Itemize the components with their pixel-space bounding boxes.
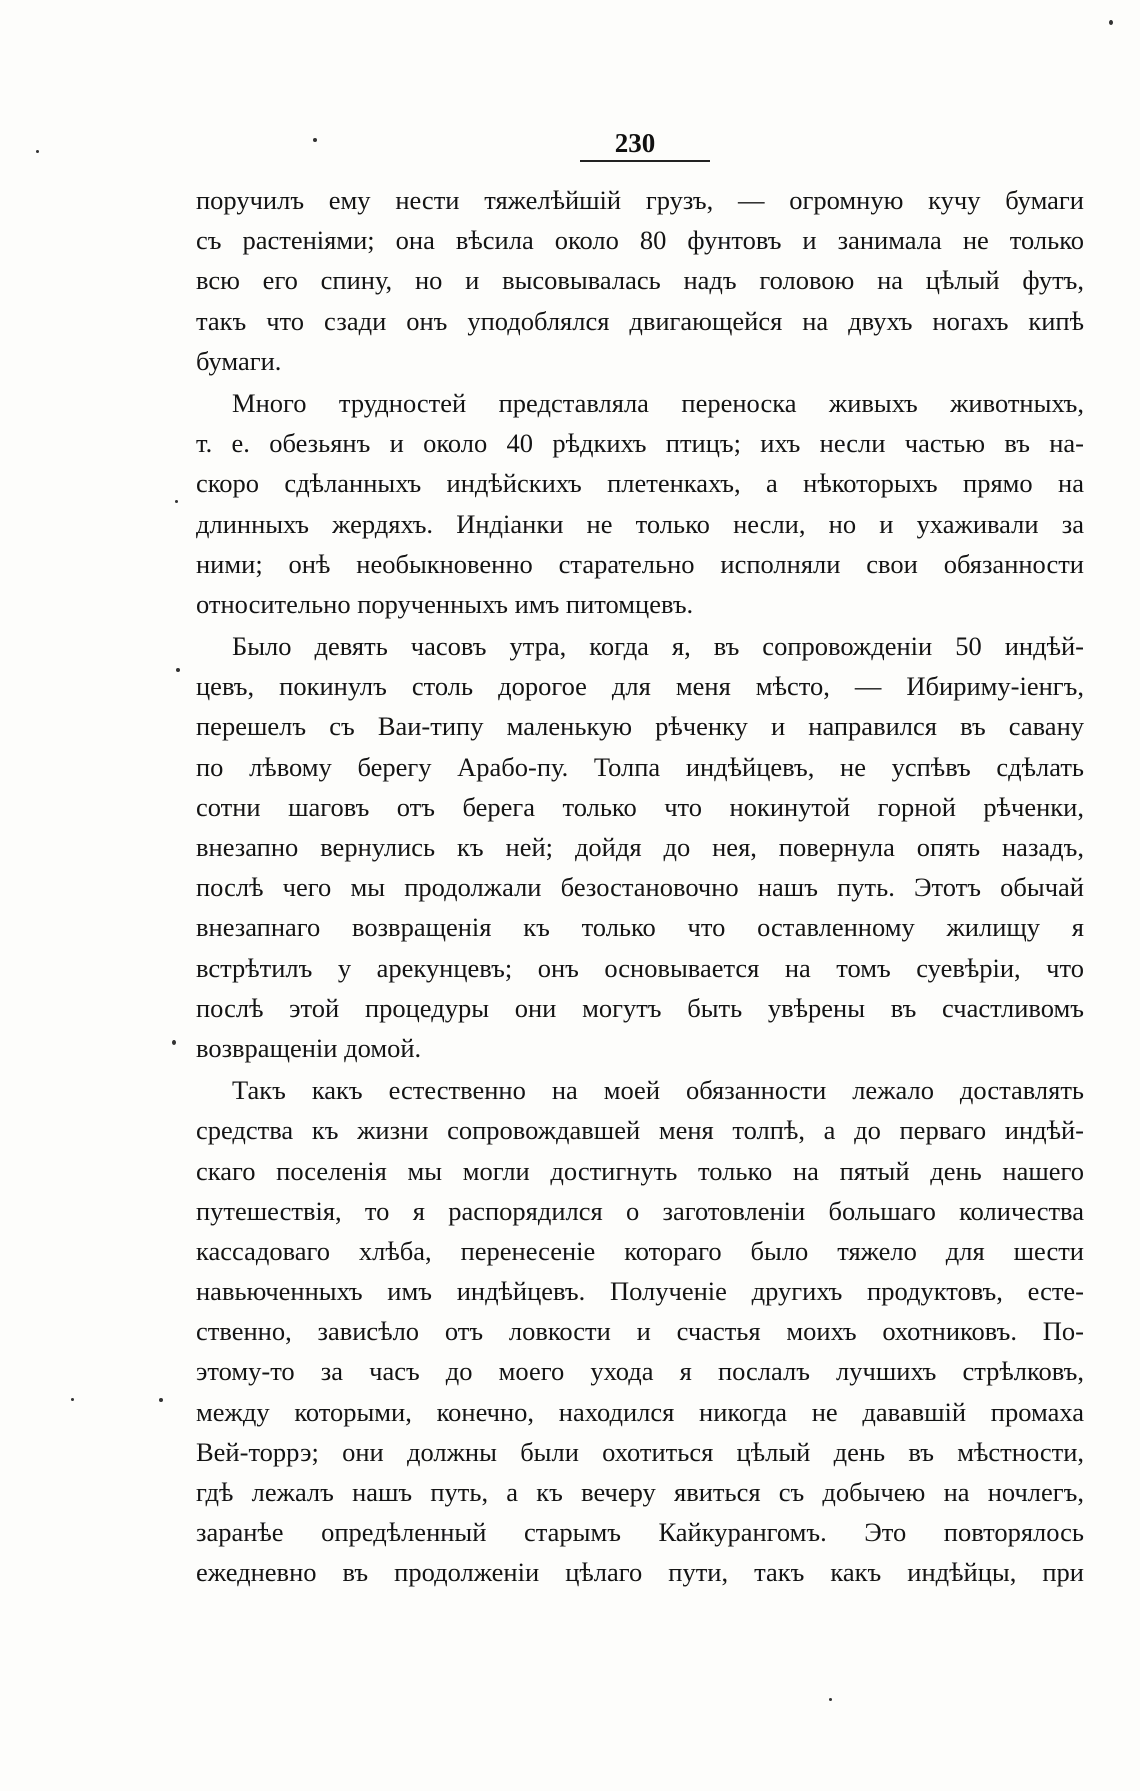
text-line: длинныхъ жердяхъ. Индіанки не только несли, но и ухаживали за: [196, 508, 1084, 539]
text-line: поручилъ ему нести тяжелѣйшій грузъ, — огромную кучу бумаги: [196, 185, 1084, 215]
text-line: съ растеніями; она вѣсила около 80 фунтовъ и занимала не только: [196, 225, 1084, 256]
text-line: этому-то за часъ до моего ухода я послалъ лучшихъ стрѣлковъ,: [196, 1356, 1084, 1387]
scan-speck: [71, 1398, 74, 1401]
scan-speck: [175, 500, 178, 503]
text-line: всю его спину, но и высовывалась надъ головою на цѣлый футъ,: [196, 265, 1084, 296]
scan-speck: [829, 1698, 832, 1701]
text-line: относительно порученныхъ имъ питомцевъ.: [196, 588, 694, 619]
paragraph-4: [196, 1070, 1084, 1592]
text-line: средства къ жизни сопровождавшей меня толпѣ, а до перваго индѣй-: [196, 1115, 1084, 1146]
scan-speck: [1109, 20, 1113, 25]
text-line: перешелъ съ Ваи-типу маленькую рѣченку и направился въ савану: [196, 711, 1084, 742]
text-line: внезапно вернулись къ ней; дойдя до нея, повернула опять назадъ,: [196, 832, 1084, 862]
text-line: Вей-торрэ; они должны были охотиться цѣлый день въ мѣстности,: [196, 1436, 1084, 1467]
text-line: встрѣтилъ у арекунцевъ; онъ основывается на томъ суевѣріи, что: [196, 952, 1084, 983]
text-line: кассадоваго хлѣба, перенесеніе котораго было тяжело для шести: [196, 1235, 1084, 1266]
scan-speck: [313, 138, 317, 142]
body-text: [196, 180, 1084, 1595]
page-number-rule: [580, 160, 710, 162]
paragraph-1: [196, 180, 1084, 381]
text-line: по лѣвому берегу Арабо-пу. Толпа индѣйцевъ, не успѣвъ сдѣлать: [196, 751, 1084, 782]
text-line: т. е. обезьянъ и около 40 рѣдкихъ птицъ; ихъ несли частью въ на-: [196, 428, 1084, 459]
text-line: скаго поселенія мы могли достигнуть только на пятый день нашего: [196, 1155, 1084, 1186]
text-line: бумаги.: [196, 345, 282, 376]
text-line: между которыми, конечно, находился никогда не дававшій промаха: [196, 1396, 1084, 1427]
paragraph-2: [196, 383, 1084, 624]
text-line: послѣ этой процедуры они могутъ быть увѣрены въ счастливомъ: [196, 992, 1084, 1023]
text-line: заранѣе опредѣленный старымъ Кайкурангомъ. Это повторялось: [196, 1517, 1084, 1548]
text-line: возвращеніи домой.: [196, 1032, 422, 1063]
text-line: путешествія, то я распорядился о заготовленіи большаго количества: [196, 1195, 1084, 1226]
scan-speck: [159, 1398, 163, 1402]
page-number: 230: [614, 128, 656, 158]
text-line: ежедневно въ продолженіи цѣлаго пути, такъ какъ индѣйцы, при: [196, 1557, 1084, 1588]
paragraph-3: [196, 626, 1084, 1068]
text-line: послѣ чего мы продолжали безостановочно нашъ путь. Этотъ обычай: [196, 872, 1084, 903]
text-line: навьюченныхъ имъ индѣйцевъ. Полученіе другихъ продуктовъ, есте-: [196, 1276, 1084, 1307]
scan-speck: [172, 1040, 176, 1045]
text-line: ственно, зависѣло отъ ловкости и счастья моихъ охотниковъ. По-: [196, 1316, 1084, 1347]
text-line: скоро сдѣланныхъ индѣйскихъ плетенкахъ, а нѣкоторыхъ прямо на: [196, 468, 1084, 499]
text-line: такъ что сзади онъ уподоблялся двигающейся на двухъ ногахъ кипѣ: [196, 305, 1084, 336]
text-line: сотни шаговъ отъ берега только что нокинутой горной рѣченки,: [196, 791, 1084, 822]
text-line: Было девять часовъ утра, когда я, въ сопровожденіи 50 индѣй-: [232, 631, 1084, 662]
text-line: ними; онѣ необыкновенно старательно исполняли свои обязанности: [196, 548, 1084, 579]
text-line: цевъ, покинулъ столь дорогое для меня мѣсто, — Ибириму-іенгъ,: [196, 671, 1084, 702]
text-line: Такъ какъ естественно на моей обязанности лежало доставлять: [232, 1075, 1084, 1106]
scan-speck: [176, 668, 180, 672]
scan-speck: [36, 150, 39, 153]
text-line: гдѣ лежалъ нашъ путь, а къ вечеру явиться съ добычею на ночлегъ,: [196, 1477, 1084, 1507]
text-line: Много трудностей представляла переноска живыхъ животныхъ,: [232, 387, 1084, 418]
text-line: внезапнаго возвращенія къ только что оставленному жилищу я: [196, 912, 1084, 943]
